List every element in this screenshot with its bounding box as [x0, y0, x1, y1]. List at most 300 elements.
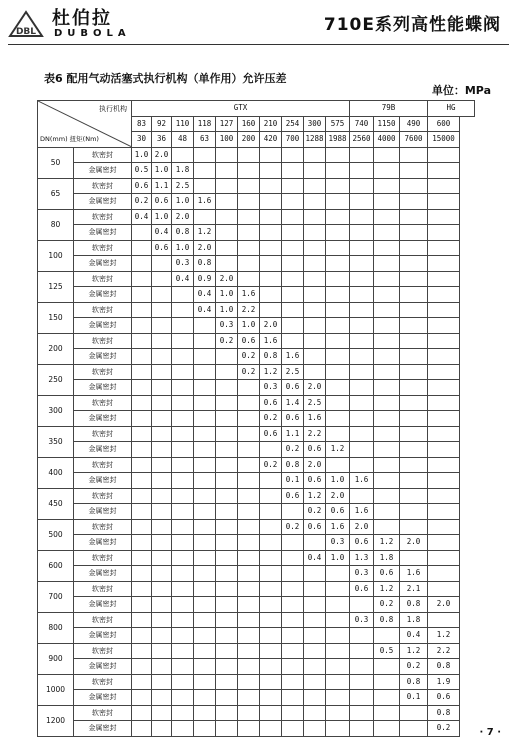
pressure-value-cell: 2.0 — [400, 535, 428, 551]
pressure-value-cell — [172, 535, 194, 551]
pressure-value-cell — [152, 457, 172, 473]
pressure-value-cell — [238, 240, 260, 256]
pressure-value-cell — [238, 690, 260, 706]
soft-seal-label: 软密封 — [74, 457, 132, 473]
pressure-value-cell — [216, 597, 238, 613]
pressure-value-cell: 0.4 — [132, 209, 152, 225]
pressure-value-cell — [350, 287, 374, 303]
pressure-value-cell — [216, 550, 238, 566]
torque-cell: 200 — [238, 132, 260, 148]
pressure-value-cell — [194, 380, 216, 396]
dn-cell: 65 — [38, 178, 74, 209]
pressure-value-cell — [194, 643, 216, 659]
pressure-value-cell — [216, 225, 238, 241]
pressure-value-cell — [374, 302, 400, 318]
pressure-value-cell — [374, 628, 400, 644]
pressure-value-cell: 2.2 — [428, 643, 460, 659]
pressure-value-cell: 1.2 — [326, 442, 350, 458]
metal-seal-label: 金属密封 — [74, 566, 132, 582]
pressure-value-cell — [216, 519, 238, 535]
pressure-value-cell — [260, 612, 282, 628]
pressure-value-cell — [152, 349, 172, 365]
pressure-value-cell — [304, 364, 326, 380]
pressure-value-cell — [282, 318, 304, 334]
table-row — [38, 302, 475, 318]
pressure-value-cell — [260, 566, 282, 582]
pressure-value-cell — [216, 178, 238, 194]
pressure-value-cell — [238, 550, 260, 566]
pressure-value-cell — [238, 473, 260, 489]
pressure-value-cell: 0.6 — [326, 504, 350, 520]
pressure-value-cell — [326, 349, 350, 365]
pressure-value-cell: 1.2 — [428, 628, 460, 644]
pressure-value-cell — [374, 349, 400, 365]
table-row — [38, 333, 475, 349]
pressure-value-cell — [172, 473, 194, 489]
pressure-value-cell — [428, 271, 460, 287]
pressure-value-cell — [400, 349, 428, 365]
dn-cell: 800 — [38, 612, 74, 643]
pressure-value-cell — [350, 147, 374, 163]
group-header: HG — [428, 101, 475, 117]
dn-cell: 80 — [38, 209, 74, 240]
pressure-value-cell — [132, 457, 152, 473]
pressure-value-cell — [216, 535, 238, 551]
pressure-value-cell — [194, 705, 216, 721]
table-row — [38, 659, 475, 675]
soft-seal-label: 软密封 — [74, 519, 132, 535]
pressure-value-cell — [400, 225, 428, 241]
table-row — [38, 519, 475, 535]
model-cell: 1150 — [374, 116, 400, 132]
pressure-value-cell — [282, 643, 304, 659]
pressure-value-cell — [350, 333, 374, 349]
pressure-value-cell — [132, 473, 152, 489]
pressure-value-cell — [400, 318, 428, 334]
pressure-value-cell: 0.6 — [282, 488, 304, 504]
pressure-value-cell: 0.6 — [282, 380, 304, 396]
pressure-value-cell: 2.1 — [400, 581, 428, 597]
page-number: · 7 · — [479, 727, 501, 738]
pressure-value-cell: 1.0 — [132, 147, 152, 163]
pressure-value-cell — [152, 287, 172, 303]
pressure-value-cell — [374, 194, 400, 210]
pressure-value-cell — [216, 674, 238, 690]
pressure-value-cell — [400, 194, 428, 210]
pressure-value-cell — [282, 705, 304, 721]
pressure-value-cell: 0.6 — [304, 442, 326, 458]
pressure-value-cell: 1.6 — [400, 566, 428, 582]
pressure-value-cell — [428, 473, 460, 489]
pressure-value-cell: 1.6 — [304, 411, 326, 427]
pressure-value-cell — [132, 287, 152, 303]
pressure-value-cell: 0.3 — [350, 566, 374, 582]
pressure-value-cell — [374, 395, 400, 411]
pressure-value-cell: 1.0 — [172, 194, 194, 210]
pressure-value-cell: 1.2 — [194, 225, 216, 241]
pressure-value-cell: 1.0 — [172, 240, 194, 256]
table-row — [38, 674, 475, 690]
pressure-value-cell — [172, 333, 194, 349]
pressure-value-cell — [326, 721, 350, 737]
soft-seal-label: 软密封 — [74, 333, 132, 349]
pressure-value-cell — [374, 178, 400, 194]
model-cell: 740 — [350, 116, 374, 132]
pressure-value-cell — [400, 550, 428, 566]
pressure-value-cell: 2.5 — [172, 178, 194, 194]
metal-seal-label: 金属密封 — [74, 380, 132, 396]
table-row — [38, 364, 475, 380]
pressure-value-cell — [238, 380, 260, 396]
pressure-value-cell — [132, 643, 152, 659]
pressure-value-cell — [216, 364, 238, 380]
pressure-value-cell — [428, 178, 460, 194]
torque-cell: 100 — [216, 132, 238, 148]
pressure-value-cell: 0.8 — [282, 457, 304, 473]
pressure-value-cell — [216, 659, 238, 675]
pressure-value-cell — [374, 504, 400, 520]
table-row — [38, 457, 475, 473]
pressure-value-cell: 0.2 — [216, 333, 238, 349]
pressure-value-cell: 2.0 — [194, 240, 216, 256]
pressure-value-cell — [374, 163, 400, 179]
pressure-value-cell — [260, 690, 282, 706]
pressure-value-cell — [194, 333, 216, 349]
table-row — [38, 690, 475, 706]
pressure-value-cell — [172, 659, 194, 675]
metal-seal-label: 金属密封 — [74, 597, 132, 613]
metal-seal-label: 金属密封 — [74, 287, 132, 303]
pressure-value-cell — [326, 256, 350, 272]
pressure-value-cell — [304, 225, 326, 241]
pressure-value-cell — [132, 349, 152, 365]
pressure-value-cell — [260, 302, 282, 318]
table-row — [38, 535, 475, 551]
pressure-value-cell: 2.2 — [238, 302, 260, 318]
pressure-value-cell — [194, 426, 216, 442]
pressure-value-cell — [374, 333, 400, 349]
pressure-value-cell — [216, 426, 238, 442]
pressure-value-cell: 0.6 — [152, 194, 172, 210]
pressure-value-cell — [326, 302, 350, 318]
model-cell: 110 — [172, 116, 194, 132]
pressure-value-cell — [428, 519, 460, 535]
pressure-value-cell — [132, 504, 152, 520]
pressure-value-cell — [326, 147, 350, 163]
pressure-value-cell — [282, 581, 304, 597]
corner-cell — [38, 101, 132, 148]
pressure-value-cell — [172, 395, 194, 411]
pressure-value-cell: 0.6 — [350, 581, 374, 597]
pressure-value-cell: 0.5 — [374, 643, 400, 659]
pressure-value-cell — [326, 318, 350, 334]
pressure-value-cell — [172, 411, 194, 427]
pressure-value-cell — [428, 380, 460, 396]
soft-seal-label: 软密封 — [74, 581, 132, 597]
soft-seal-label: 软密封 — [74, 705, 132, 721]
pressure-value-cell — [304, 721, 326, 737]
brand-name-en: DUBOLA — [54, 28, 131, 39]
pressure-value-cell — [282, 674, 304, 690]
pressure-value-cell — [172, 302, 194, 318]
soft-seal-label: 软密封 — [74, 302, 132, 318]
pressure-value-cell: 0.4 — [152, 225, 172, 241]
dn-cell: 300 — [38, 395, 74, 426]
table-row — [38, 643, 475, 659]
torque-cell: 1988 — [326, 132, 350, 148]
pressure-value-cell — [304, 194, 326, 210]
pressure-value-cell — [216, 395, 238, 411]
pressure-value-cell — [194, 550, 216, 566]
pressure-value-cell — [216, 457, 238, 473]
pressure-value-cell — [216, 488, 238, 504]
pressure-value-cell — [350, 225, 374, 241]
torque-cell: 48 — [172, 132, 194, 148]
pressure-value-cell — [282, 271, 304, 287]
torque-cell: 63 — [194, 132, 216, 148]
pressure-value-cell — [350, 659, 374, 675]
pressure-value-cell — [172, 628, 194, 644]
pressure-value-cell — [132, 597, 152, 613]
pressure-value-cell — [374, 690, 400, 706]
torque-cell: 420 — [260, 132, 282, 148]
pressure-value-cell — [326, 380, 350, 396]
pressure-value-cell — [374, 426, 400, 442]
pressure-value-cell — [132, 721, 152, 737]
table-row — [38, 612, 475, 628]
pressure-value-cell — [374, 225, 400, 241]
pressure-value-cell — [152, 333, 172, 349]
model-cell: 92 — [152, 116, 172, 132]
pressure-value-cell — [400, 457, 428, 473]
pressure-value-cell — [260, 550, 282, 566]
model-cell: 127 — [216, 116, 238, 132]
pressure-value-cell — [400, 411, 428, 427]
header-divider — [8, 44, 509, 45]
pressure-value-cell — [350, 209, 374, 225]
torque-cell: 7600 — [400, 132, 428, 148]
pressure-value-cell — [374, 240, 400, 256]
soft-seal-label: 软密封 — [74, 209, 132, 225]
pressure-value-cell — [152, 504, 172, 520]
pressure-value-cell — [172, 566, 194, 582]
dn-cell: 200 — [38, 333, 74, 364]
pressure-value-cell: 1.0 — [216, 302, 238, 318]
pressure-value-cell: 0.8 — [400, 674, 428, 690]
pressure-value-cell — [282, 147, 304, 163]
pressure-value-cell — [152, 705, 172, 721]
pressure-value-cell — [152, 519, 172, 535]
pressure-value-cell — [152, 674, 172, 690]
pressure-value-cell — [304, 240, 326, 256]
pressure-value-cell — [400, 364, 428, 380]
pressure-value-cell — [216, 705, 238, 721]
torque-cell: 1288 — [304, 132, 326, 148]
pressure-value-cell — [304, 256, 326, 272]
pressure-value-cell — [350, 628, 374, 644]
pressure-value-cell — [428, 426, 460, 442]
metal-seal-label: 金属密封 — [74, 318, 132, 334]
pressure-value-cell — [350, 457, 374, 473]
pressure-value-cell — [428, 209, 460, 225]
pressure-value-cell — [132, 581, 152, 597]
dn-cell: 500 — [38, 519, 74, 550]
table-row — [38, 163, 475, 179]
pressure-value-cell — [326, 240, 350, 256]
pressure-value-cell — [152, 550, 172, 566]
pressure-value-cell — [282, 566, 304, 582]
pressure-value-cell — [282, 178, 304, 194]
pressure-value-cell — [172, 612, 194, 628]
pressure-value-cell: 0.6 — [152, 240, 172, 256]
table-row — [38, 411, 475, 427]
pressure-value-cell — [238, 674, 260, 690]
pressure-value-cell — [194, 209, 216, 225]
pressure-table — [37, 100, 475, 737]
pressure-value-cell: 0.8 — [172, 225, 194, 241]
pressure-value-cell — [238, 659, 260, 675]
pressure-value-cell: 0.1 — [282, 473, 304, 489]
pressure-value-cell — [238, 535, 260, 551]
pressure-value-cell — [260, 256, 282, 272]
pressure-value-cell — [238, 225, 260, 241]
pressure-value-cell: 0.6 — [282, 411, 304, 427]
pressure-value-cell: 0.4 — [400, 628, 428, 644]
pressure-value-cell — [216, 612, 238, 628]
pressure-value-cell — [194, 519, 216, 535]
pressure-value-cell — [172, 318, 194, 334]
pressure-value-cell — [400, 473, 428, 489]
pressure-value-cell — [260, 147, 282, 163]
table-row — [38, 597, 475, 613]
pressure-value-cell — [132, 612, 152, 628]
pressure-value-cell — [216, 504, 238, 520]
metal-seal-label: 金属密封 — [74, 473, 132, 489]
pressure-value-cell: 0.8 — [194, 256, 216, 272]
table-row — [38, 240, 475, 256]
pressure-value-cell — [350, 674, 374, 690]
table-row — [38, 566, 475, 582]
dn-cell: 450 — [38, 488, 74, 519]
pressure-value-cell: 0.6 — [428, 690, 460, 706]
pressure-value-cell — [428, 333, 460, 349]
pressure-value-cell — [374, 674, 400, 690]
pressure-value-cell: 1.0 — [326, 550, 350, 566]
table-row — [38, 209, 475, 225]
pressure-value-cell — [374, 256, 400, 272]
soft-seal-label: 软密封 — [74, 395, 132, 411]
table-row — [38, 705, 475, 721]
dubola-logo-icon — [8, 8, 44, 38]
pressure-value-cell: 1.0 — [326, 473, 350, 489]
pressure-value-cell — [194, 674, 216, 690]
torque-cell: 15000 — [428, 132, 460, 148]
pressure-value-cell — [260, 705, 282, 721]
pressure-value-cell — [326, 225, 350, 241]
pressure-value-cell — [194, 349, 216, 365]
pressure-value-cell — [132, 488, 152, 504]
pressure-value-cell — [260, 178, 282, 194]
pressure-value-cell — [326, 411, 350, 427]
pressure-value-cell — [132, 225, 152, 241]
pressure-value-cell: 0.6 — [304, 519, 326, 535]
soft-seal-label: 软密封 — [74, 674, 132, 690]
pressure-value-cell: 0.6 — [260, 426, 282, 442]
soft-seal-label: 软密封 — [74, 550, 132, 566]
pressure-value-cell — [428, 442, 460, 458]
pressure-value-cell — [304, 674, 326, 690]
pressure-value-cell — [282, 535, 304, 551]
pressure-value-cell — [152, 721, 172, 737]
table-row — [38, 628, 475, 644]
pressure-value-cell — [282, 240, 304, 256]
pressure-value-cell — [194, 581, 216, 597]
pressure-value-cell — [282, 302, 304, 318]
pressure-value-cell: 1.6 — [238, 287, 260, 303]
pressure-value-cell — [238, 488, 260, 504]
pressure-value-cell — [152, 302, 172, 318]
pressure-value-cell: 2.0 — [326, 488, 350, 504]
pressure-value-cell: 1.8 — [172, 163, 194, 179]
pressure-value-cell — [282, 256, 304, 272]
pressure-value-cell — [374, 659, 400, 675]
table-row — [38, 194, 475, 210]
pressure-value-cell — [238, 147, 260, 163]
pressure-value-cell — [400, 488, 428, 504]
metal-seal-label: 金属密封 — [74, 535, 132, 551]
pressure-value-cell: 0.3 — [172, 256, 194, 272]
pressure-value-cell: 1.8 — [374, 550, 400, 566]
pressure-value-cell — [216, 411, 238, 427]
dn-cell: 600 — [38, 550, 74, 581]
pressure-value-cell — [194, 473, 216, 489]
pressure-value-cell — [152, 364, 172, 380]
pressure-value-cell: 1.6 — [350, 504, 374, 520]
pressure-value-cell: 2.2 — [304, 426, 326, 442]
pressure-value-cell — [194, 535, 216, 551]
pressure-value-cell: 1.6 — [260, 333, 282, 349]
pressure-value-cell — [132, 411, 152, 427]
pressure-value-cell — [282, 163, 304, 179]
pressure-value-cell — [172, 504, 194, 520]
pressure-value-cell — [374, 318, 400, 334]
pressure-value-cell — [282, 659, 304, 675]
table-row — [38, 225, 475, 241]
pressure-value-cell — [260, 442, 282, 458]
pressure-value-cell: 0.8 — [374, 612, 400, 628]
pressure-value-cell — [282, 690, 304, 706]
pressure-value-cell — [428, 287, 460, 303]
pressure-value-cell — [304, 333, 326, 349]
pressure-value-cell — [326, 643, 350, 659]
pressure-value-cell — [400, 287, 428, 303]
pressure-value-cell — [238, 163, 260, 179]
pressure-value-cell — [326, 674, 350, 690]
pressure-value-cell — [194, 178, 216, 194]
metal-seal-label: 金属密封 — [74, 256, 132, 272]
pressure-value-cell — [304, 318, 326, 334]
pressure-value-cell — [400, 519, 428, 535]
pressure-value-cell — [194, 504, 216, 520]
pressure-value-cell — [172, 287, 194, 303]
pressure-value-cell — [428, 581, 460, 597]
pressure-value-cell — [350, 178, 374, 194]
pressure-value-cell — [326, 705, 350, 721]
pressure-value-cell — [428, 194, 460, 210]
pressure-value-cell: 0.1 — [400, 690, 428, 706]
pressure-value-cell — [216, 442, 238, 458]
pressure-value-cell — [400, 240, 428, 256]
